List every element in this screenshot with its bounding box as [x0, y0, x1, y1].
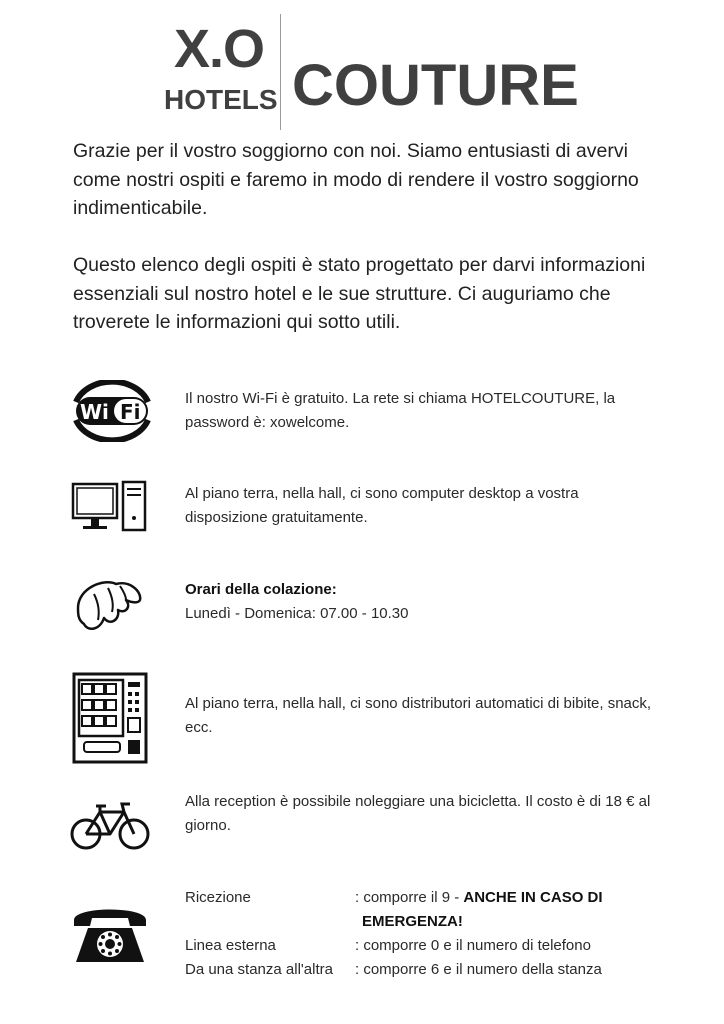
- computer-info-text: Al piano terra, nella hall, ci sono computer desktop a vostra disposizione gratuitamente.: [185, 485, 579, 526]
- bicycle-info-text: Alla reception è possibile noleggiare una bicicletta. Il costo è di 18 € al giorno.: [185, 793, 651, 834]
- external-line-label: Linea esterna: [185, 937, 276, 954]
- vending-info-text: Al piano terra, nella hall, ci sono distributori automatici di bibite, snack, ecc.: [185, 695, 652, 736]
- bicycle-icon: [70, 798, 160, 857]
- desktop-computer-icon: [70, 480, 160, 539]
- breakfast-hours: Lunedì - Domenica: 07.00 - 10.30: [185, 605, 409, 622]
- reception-value: [355, 886, 655, 910]
- intro-paragraph-guide: Questo elenco degli ospiti è stato progettato per darvi informazioni essenziali sul nostro hotel e le sue strutture. Ci auguriamo che troverete le informazioni qui sotto utili.: [73, 254, 646, 333]
- vending-machine-icon: [70, 672, 160, 769]
- phone-directory: [185, 886, 665, 982]
- reception-label: Ricezione: [185, 889, 251, 906]
- emergency-note-2: EMERGENZA!: [362, 913, 463, 930]
- telephone-icon: [70, 900, 160, 973]
- wifi-info-text: Il nostro Wi-Fi è gratuito. La rete si chiama HOTELCOUTURE, la password è: xowelcome.: [185, 390, 616, 431]
- phone-info: [185, 886, 665, 982]
- emergency-note-line: [355, 910, 655, 934]
- wifi-badge-fi: Fi: [120, 400, 141, 424]
- external-line-value: : comporre 0 e il numero di telefono: [355, 937, 591, 954]
- intro-paragraph-thanks: Grazie per il vostro soggiorno con noi. Siamo entusiasti di avervi come nostri ospiti e faremo in modo di rendere il vostro soggiorno indimenticabile.: [73, 140, 639, 219]
- logo-couture: COUTURE: [292, 53, 579, 118]
- croissant-icon: [70, 574, 160, 641]
- breakfast-title: Orari della colazione:: [185, 581, 337, 598]
- room-to-room-label: Da una stanza all'altra: [185, 961, 333, 978]
- breakfast-info: [185, 578, 655, 626]
- emergency-note-1: ANCHE IN CASO DI: [463, 889, 603, 906]
- logo-hotels: HOTELS: [164, 84, 278, 115]
- room-to-room-value: : comporre 6 e il numero della stanza: [355, 961, 602, 978]
- reception-dial: : comporre il 9 -: [355, 889, 464, 906]
- reception-spacer: [185, 910, 355, 934]
- logo-xo: X.O: [173, 19, 265, 79]
- wifi-icon: [70, 380, 160, 447]
- wifi-badge-wi: Wi: [80, 400, 109, 424]
- hotel-logo: [164, 14, 579, 132]
- logo-divider: [280, 14, 281, 130]
